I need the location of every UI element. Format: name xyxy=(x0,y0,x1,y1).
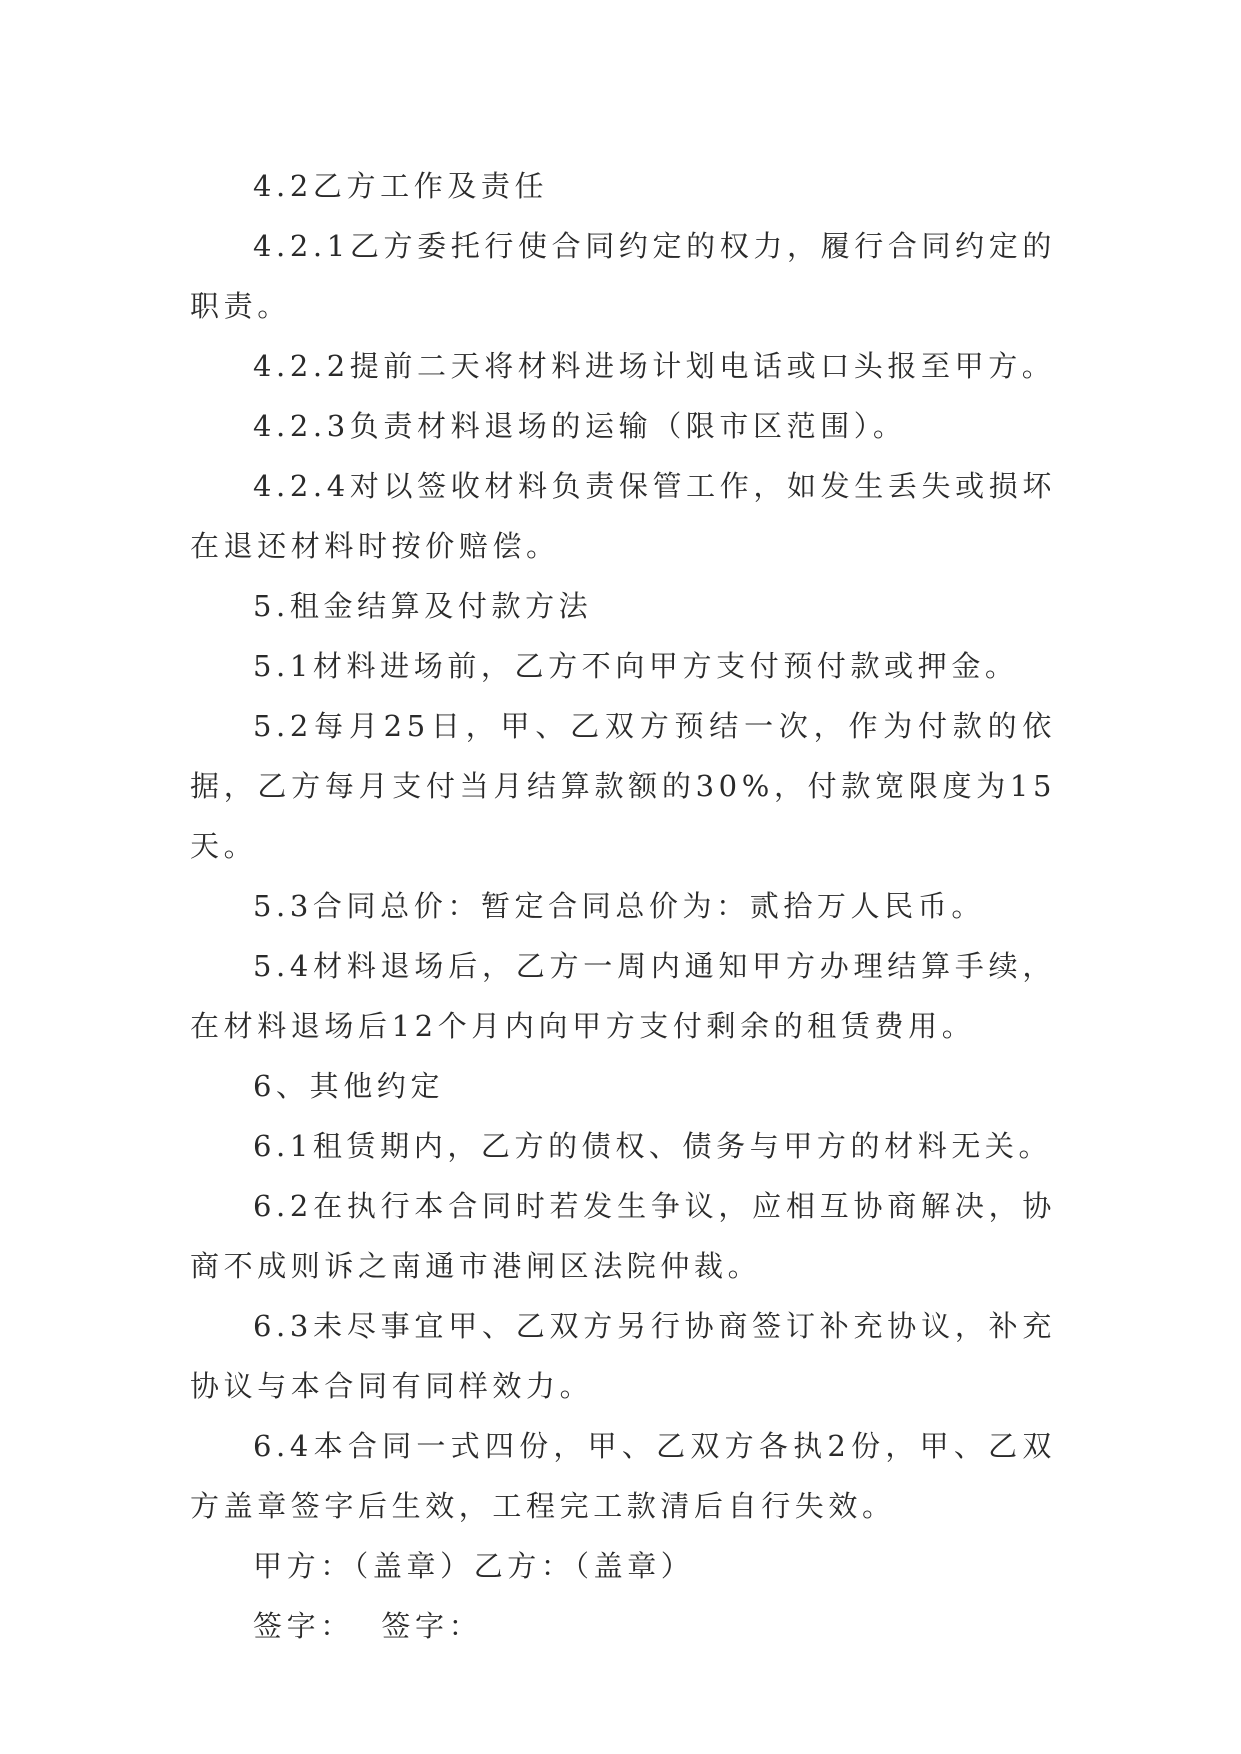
paragraph-6-1: 6.1租赁期内，乙方的债权、债务与甲方的材料无关。 xyxy=(253,1129,1053,1163)
paragraph-4-2-3: 4.2.3负责材料退场的运输（限市区范围）。 xyxy=(253,409,907,443)
paragraph-5-2: 5.2每月25日，甲、乙双方预结一次，作为付款的依据，乙方每月支付当月结算款额的30%，付款宽限度为15天。 xyxy=(190,709,1056,863)
paragraph-5-3: 5.3合同总价：暂定合同总价为：贰拾万人民币。 xyxy=(253,889,985,923)
paragraph-6-4: 6.4本合同一式四份，甲、乙双方各执2份，甲、乙双方盖章签字后生效，工程完工款清后自行失效。 xyxy=(190,1429,1056,1523)
paragraph-4-2-1: 4.2.1乙方委托行使合同约定的权力，履行合同约定的职责。 xyxy=(190,229,1056,323)
paragraph-5-4: 5.4材料退场后，乙方一周内通知甲方办理结算手续，在材料退场后12个月内向甲方支付剩余的租赁费用。 xyxy=(190,949,1056,1043)
paragraph-5-heading: 5.租金结算及付款方法 xyxy=(253,589,593,623)
paragraph-4-2-2: 4.2.2提前二天将材料进场计划电话或口头报至甲方。 xyxy=(253,349,1056,383)
signature-line: 签字： 签字： xyxy=(253,1609,483,1643)
paragraph-4-2-heading: 4.2乙方工作及责任 xyxy=(253,169,549,203)
paragraph-4-2-4: 4.2.4对以签收材料负责保管工作，如发生丢失或损坏在退还材料时按价赔偿。 xyxy=(190,469,1056,563)
paragraph-6-heading: 6、其他约定 xyxy=(253,1069,445,1103)
paragraph-5-1: 5.1材料进场前，乙方不向甲方支付预付款或押金。 xyxy=(253,649,1019,683)
paragraph-6-3: 6.3未尽事宜甲、乙双方另行协商签订补充协议，补充协议与本合同有同样效力。 xyxy=(190,1309,1056,1403)
seal-line: 甲方：（盖章）乙方：（盖章） xyxy=(253,1549,695,1583)
paragraph-6-2: 6.2在执行本合同时若发生争议，应相互协商解决，协商不成则诉之南通市港闸区法院仲裁。 xyxy=(190,1189,1056,1283)
document-body xyxy=(190,156,1056,1656)
